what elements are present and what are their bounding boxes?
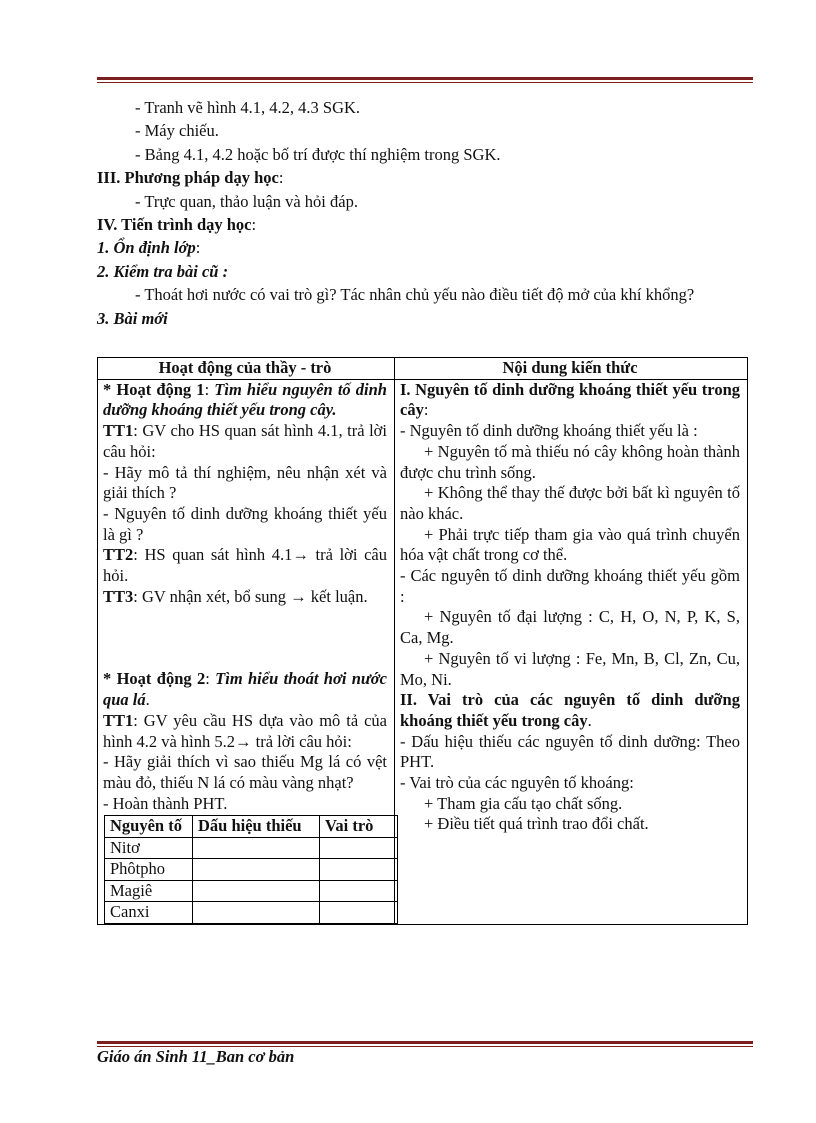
pht-header: Nguyên tố xyxy=(105,816,193,838)
intro-line: - Máy chiếu. xyxy=(135,121,219,141)
roles: - Vai trò của các nguyên tố khoáng: xyxy=(400,773,634,793)
section-4-heading: IV. Tiến trình dạy học: xyxy=(97,215,257,235)
question: - Hãy giải thích vì sao thiếu Mg lá có vệt màu đỏ, thiếu N lá có màu vàng nhạt? xyxy=(103,752,387,792)
question: - Nguyên tố dinh dưỡng khoáng thiết yếu là gì ? xyxy=(103,503,387,544)
section-3-heading: III. Phương pháp dạy học: xyxy=(97,168,284,188)
tt1: TT1: GV cho HS quan sát hình 4.1, trả lời câu hỏi: xyxy=(103,421,387,461)
pht-header: Dấu hiệu thiếu xyxy=(193,816,320,838)
role-item: + Điều tiết quá trình trao đổi chất. xyxy=(424,814,649,834)
activity-2: * Hoạt động 2: Tìm hiểu thoát hơi nước qua lá. xyxy=(103,669,387,710)
question: - Hoàn thành PHT. xyxy=(103,793,228,813)
tt3: TT3: GV nhận xét, bổ sung → kết luận. xyxy=(103,586,368,606)
intro-line: - Bảng 4.1, 4.2 hoặc bố trí được thí nghiệm trong SGK. xyxy=(135,144,501,164)
content-cell xyxy=(395,379,748,924)
section-2-title: II. Vai trò của các nguyên tố dinh dưỡng khoáng thiết yếu trong cây. xyxy=(400,690,740,730)
intro-line: - Tranh vẽ hình 4.1, 4.2, 4.3 SGK. xyxy=(135,98,361,117)
worksheet-table xyxy=(104,815,398,924)
micro-elements: + Nguyên tố vi lượng : Fe, Mn, B, Cl, Zn, Cu, Mo, Ni. xyxy=(400,648,740,689)
section-1-title: I. Nguyên tố dinh dưỡng khoáng thiết yếu trong cây: xyxy=(400,379,740,420)
header-activities: Hoạt động của thầy - trò xyxy=(98,358,395,380)
tt2: TT2: HS quan sát hình 4.1→ trả lời câu hỏi. xyxy=(103,545,387,586)
lesson-table xyxy=(97,357,748,925)
pht-header: Vai trò xyxy=(320,816,398,838)
step-3: 3. Bài mới xyxy=(97,308,168,328)
pht-row-label: Canxi xyxy=(105,902,193,924)
pht-row-label: Phôtpho xyxy=(105,859,193,881)
pht-row-label: Magiê xyxy=(105,880,193,902)
activities-cell xyxy=(98,379,395,924)
pht-row-label: Nitơ xyxy=(105,837,193,859)
step-2-question: - Thoát hơi nước có vai trò gì? Tác nhân chủ yếu nào điều tiết độ mở của khí khổng? xyxy=(135,285,695,305)
macro-elements: + Nguyên tố đại lượng : C, H, O, N, P, K, S, Ca, Mg. xyxy=(400,607,740,648)
role-item: + Tham gia cấu tạo chất sống. xyxy=(424,793,623,813)
document-body xyxy=(97,96,749,330)
header-rule xyxy=(97,77,753,83)
step-2: 2. Kiểm tra bài cũ : xyxy=(97,261,229,281)
step-1: 1. Ổn định lớp: xyxy=(97,238,201,258)
section-3-line: - Trực quan, thảo luận và hỏi đáp. xyxy=(135,191,358,211)
footer-text: Giáo án Sinh 11_Ban cơ bản xyxy=(97,1047,295,1066)
activity-1: * Hoạt động 1: Tìm hiểu nguyên tố dinh dưỡng khoáng thiết yếu trong cây. xyxy=(103,379,387,420)
groups: - Các nguyên tố dinh dưỡng khoáng thiết yếu gồm : xyxy=(400,566,740,606)
criterion: + Không thể thay thế được bởi bất kì nguyên tố nào khác. xyxy=(400,483,740,523)
question: - Hãy mô tả thí nghiệm, nêu nhận xét và giải thích ? xyxy=(103,462,387,503)
definition: - Nguyên tố dinh dưỡng khoáng thiết yếu là : xyxy=(400,421,698,441)
criterion: + Phải trực tiếp tham gia vào quá trình chuyển hóa vật chất trong cơ thể. xyxy=(400,524,740,565)
criterion: + Nguyên tố mà thiếu nó cây không hoàn thành được chu trình sống. xyxy=(400,441,740,482)
tt1-b: TT1: GV yêu cầu HS dựa vào mô tả của hình 4.2 và hình 5.2→ trả lời câu hỏi: xyxy=(103,710,387,751)
header-content: Nội dung kiến thức xyxy=(395,358,748,380)
deficiency-signs: - Dấu hiệu thiếu các nguyên tố dinh dưỡng: Theo PHT. xyxy=(400,731,740,772)
